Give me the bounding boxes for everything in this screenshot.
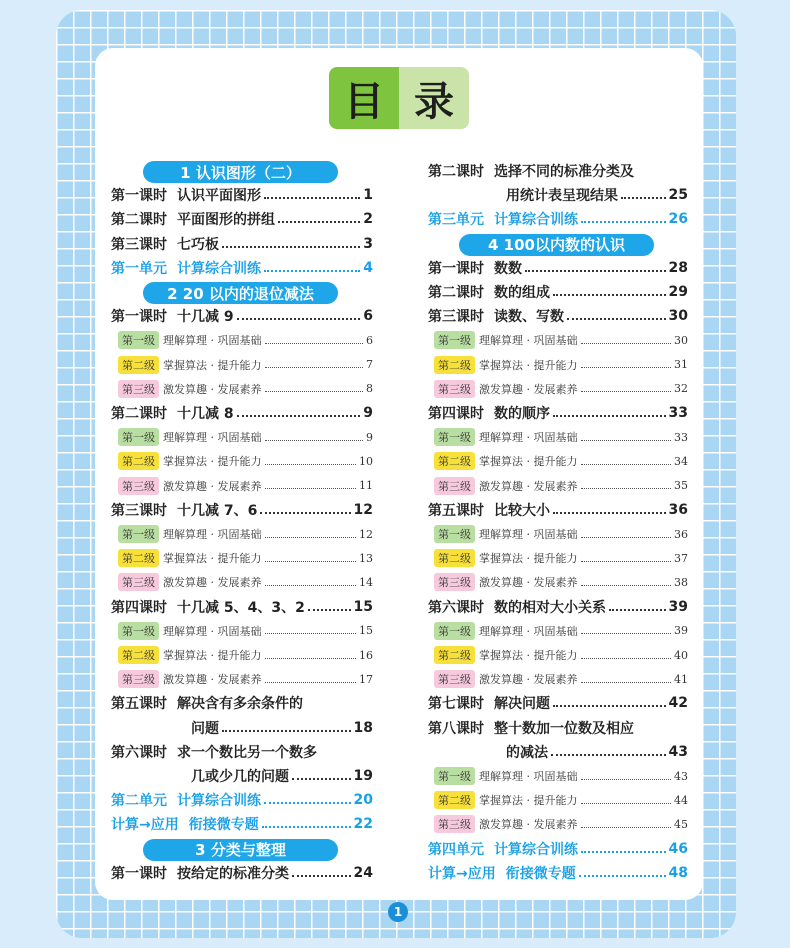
dot-leader [581,658,672,659]
entry-title: 整十数加一位数及相应 [494,720,634,737]
dot-leader [581,391,672,392]
entry-title: 计算综合训练 [494,212,578,229]
toc-entry[interactable] [111,862,373,884]
entry-title: 问题 [191,720,219,737]
subentry-title: 掌握算法 · 提升能力 [479,649,578,662]
level-badge: 第三级 [118,573,159,591]
lesson-label: 第四课时 [428,406,484,422]
level-badge: 第二级 [118,452,159,470]
dot-leader [265,440,364,441]
lesson-label: 第八课时 [428,720,484,737]
toc-entry-continued[interactable] [506,184,688,206]
page-ref: 14 [359,575,373,589]
entry-title: 计算综合训练 [494,841,578,858]
toc-entry[interactable] [111,305,373,327]
page-ref: 3 [363,235,373,252]
toc-entry-continued[interactable] [506,741,688,763]
toc-subentry[interactable] [118,572,373,592]
subentry-title: 激发算趣 · 发展素养 [479,818,578,832]
lesson-label: 第五课时 [428,502,484,519]
toc-subentry[interactable] [118,548,373,568]
page-ref: 31 [674,358,688,372]
page-ref: 36 [668,501,688,518]
lesson-label: 第七课时 [428,696,484,713]
dot-leader [265,585,357,586]
page-ref: 15 [359,624,373,638]
level-badge: 第三级 [434,573,475,591]
lesson-label: 第二课时 [428,285,484,301]
dot-leader [265,537,357,538]
page-number: 1 [388,902,408,922]
page-ref: 20 [353,792,373,809]
page-ref: 48 [668,864,688,881]
page-ref: 33 [674,430,688,444]
entry-title: 解决问题 [494,696,550,713]
toc-entry[interactable] [111,208,373,230]
section-banner: 4 100以内数的认识 [459,234,654,256]
dot-leader [292,875,351,877]
entry-title: 数的顺序 [494,406,550,422]
page-ref: 6 [366,333,373,347]
unit-training-entry[interactable] [111,813,373,835]
page-ref: 37 [674,551,688,565]
toc-subentry[interactable] [118,379,373,399]
toc-entry[interactable] [428,692,688,714]
dot-leader [264,197,360,199]
level-badge: 第一级 [118,525,159,543]
lesson-label: 第一课时 [111,309,167,326]
subentry-title: 激发算趣 · 发展素养 [479,479,578,493]
page-ref: 36 [674,527,688,541]
toc-subentry[interactable] [118,621,373,641]
subentry-title: 掌握算法 · 提升能力 [163,455,262,469]
subentry-title: 掌握算法 · 提升能力 [479,455,578,469]
page-ref: 25 [668,187,688,204]
toc-subentry[interactable] [434,669,688,689]
subentry-title: 激发算趣 · 发展素养 [479,576,578,590]
entry-title: 按给定的标准分类 [177,865,289,882]
page-ref: 17 [359,672,373,686]
entry-title: 解决含有多余条件的 [177,696,303,713]
toc-subentry[interactable] [434,766,688,786]
dot-leader [553,512,666,514]
section-banner: 3 分类与整理 [143,839,338,861]
lesson-label: 第二课时 [111,406,167,422]
level-badge: 第一级 [434,331,475,349]
level-badge: 第一级 [118,331,159,349]
dot-leader [525,270,666,272]
dot-leader [551,754,666,756]
toc-title [329,67,469,129]
subentry-title: 激发算趣 · 发展素养 [163,479,262,493]
page-ref: 40 [674,648,688,662]
level-badge: 第二级 [118,549,159,567]
toc-entry-continued[interactable] [191,717,373,739]
lesson-label: 第三课时 [428,309,484,326]
level-badge: 第三级 [434,380,475,398]
entry-title: 几或少几的问题 [191,769,289,785]
subentry-title: 激发算趣 · 发展素养 [163,576,262,590]
dot-leader [553,294,666,296]
page-ref: 16 [359,648,373,662]
dot-leader [265,633,357,634]
unit-training-entry[interactable] [428,208,688,230]
level-badge: 第二级 [118,356,159,374]
toc-subentry[interactable] [118,451,373,471]
toc-subentry[interactable] [434,645,688,665]
page-ref: 10 [359,454,373,468]
dot-leader [265,367,364,368]
toc-entry[interactable] [111,233,373,255]
page-ref: 19 [353,768,373,784]
level-badge: 第三级 [118,670,159,688]
dot-leader [609,609,666,611]
subentry-title: 激发算趣 · 发展素养 [479,382,578,396]
subentry-title: 理解算理 · 巩固基础 [479,624,578,638]
entry-title: 十几减 5、4、3、2 [177,599,305,616]
dot-leader [265,464,357,465]
lesson-label: 第六课时 [111,744,167,761]
page-ref: 9 [363,405,373,421]
subentry-title: 理解算理 · 巩固基础 [479,431,578,445]
level-badge: 第二级 [118,646,159,664]
dot-leader [581,488,672,489]
entry-title: 用统计表呈现结果 [506,188,618,205]
section-banner: 2 20 以内的退位减法 [143,282,338,304]
page-ref: 13 [359,551,373,565]
page-ref: 39 [668,598,688,615]
level-badge: 第一级 [434,622,475,640]
level-badge: 第一级 [434,767,475,785]
dot-leader [581,343,672,344]
lesson-label: 第三课时 [111,502,167,519]
toc-entry[interactable] [111,692,303,714]
level-badge: 第一级 [118,428,159,446]
page-ref: 11 [359,479,373,493]
dot-leader [265,391,364,392]
level-badge: 第二级 [434,356,475,374]
subentry-title: 掌握算法 · 提升能力 [479,552,578,566]
page-ref: 46 [668,840,688,857]
lesson-label: 第一课时 [428,260,484,277]
subentry-title: 理解算理 · 巩固基础 [163,624,262,638]
dot-leader [581,827,672,828]
toc-entry[interactable] [428,499,688,521]
entry-title: 十几减 8 [177,406,234,422]
level-badge: 第二级 [434,549,475,567]
page-ref: 4 [363,259,373,276]
page-ref: 30 [674,333,688,347]
subentry-title: 掌握算法 · 提升能力 [163,358,262,372]
page-ref: 39 [674,624,688,638]
dot-leader [262,826,351,828]
page-ref: 33 [668,405,688,421]
dot-leader [581,803,672,804]
unit-training-entry[interactable] [428,838,688,860]
toc-entry[interactable] [111,741,317,763]
toc-entry[interactable] [428,305,688,327]
toc-subentry[interactable] [118,524,373,544]
lesson-label: 计算→应用 [111,817,179,834]
toc-subentry[interactable] [434,427,688,447]
entry-title: 数数 [494,260,522,277]
dot-leader [581,779,672,780]
lesson-label: 第一课时 [111,865,167,882]
subentry-title: 理解算理 · 巩固基础 [163,431,262,445]
entry-title: 比较大小 [494,502,550,519]
lesson-label: 第四单元 [428,841,484,858]
lesson-label: 第二课时 [428,164,484,180]
page-ref: 43 [668,743,688,760]
dot-leader [264,802,351,804]
dot-leader [581,851,666,853]
dot-leader [581,585,672,586]
subentry-title: 激发算趣 · 发展素养 [163,382,262,396]
subentry-title: 掌握算法 · 提升能力 [479,358,578,372]
dot-leader [581,221,666,223]
page-ref: 6 [363,308,373,325]
entry-title: 十几减 9 [177,309,234,326]
page-ref: 7 [366,358,373,372]
entry-title: 读数、写数 [494,309,564,326]
toc-entry[interactable] [428,281,688,303]
entry-title: 数的相对大小关系 [494,599,606,616]
entry-title: 数的组成 [494,285,550,301]
dot-leader [553,705,666,707]
dot-leader [581,367,672,368]
toc-entry[interactable] [428,402,688,424]
section-banner: 1 认识图形（二） [143,161,338,183]
entry-title: 平面图形的拼组 [177,212,275,229]
page-ref: 43 [674,769,688,783]
entry-title: 衔接微专题 [188,817,259,834]
toc-entry[interactable] [111,402,373,424]
entry-title: 计算综合训练 [177,260,261,277]
level-badge: 第三级 [118,380,159,398]
page-ref: 12 [359,527,373,541]
level-badge: 第二级 [434,646,475,664]
page-ref: 2 [363,211,373,228]
dot-leader [581,537,672,538]
dot-leader [265,343,364,344]
entry-title: 认识平面图形 [177,188,261,205]
dot-leader [553,415,666,417]
toc-subentry[interactable] [434,572,688,592]
subentry-title: 理解算理 · 巩固基础 [163,528,262,541]
dot-leader [581,464,672,465]
subentry-title: 掌握算法 · 提升能力 [479,794,578,808]
dot-leader [308,609,351,611]
toc-subentry[interactable] [434,621,688,641]
dot-leader [278,221,360,223]
toc-subentry[interactable] [434,814,688,834]
dot-leader [237,415,361,417]
toc-entry[interactable] [428,257,688,279]
page-ref: 15 [353,598,373,615]
toc-subentry[interactable] [118,427,373,447]
subentry-title: 激发算趣 · 发展素养 [163,673,262,687]
unit-training-entry[interactable] [428,862,688,884]
page-ref: 32 [674,382,688,396]
dot-leader [579,875,666,877]
subentry-title: 理解算理 · 巩固基础 [479,770,578,783]
toc-subentry[interactable] [434,451,688,471]
toc-subentry[interactable] [434,330,688,350]
subentry-title: 理解算理 · 巩固基础 [479,334,578,348]
subentry-title: 激发算趣 · 发展素养 [479,673,578,687]
level-badge: 第三级 [118,477,159,495]
level-badge: 第三级 [434,477,475,495]
toc-subentry[interactable] [434,379,688,399]
entry-title: 衔接微专题 [505,865,576,882]
entry-title: 计算综合训练 [177,793,261,810]
dot-leader [264,270,360,272]
dot-leader [581,682,672,683]
level-badge: 第三级 [434,670,475,688]
title-part-2: 录 [399,67,469,129]
lesson-label: 第四课时 [111,599,167,616]
title-part-1: 目 [329,67,399,129]
page-ref: 28 [668,259,688,276]
page-ref: 29 [668,284,688,300]
toc-entry[interactable] [111,596,373,618]
dot-leader [265,658,357,659]
page-ref: 1 [363,187,373,204]
dot-leader [292,778,351,780]
toc-subentry[interactable] [434,790,688,810]
page-ref: 9 [366,430,373,444]
subentry-title: 掌握算法 · 提升能力 [163,649,262,662]
toc-subentry[interactable] [118,645,373,665]
entry-title: 选择不同的标准分类及 [494,164,634,180]
entry-title: 求一个数比另一个数多 [177,744,317,761]
toc-entry[interactable] [111,499,373,521]
page-ref: 30 [668,308,688,325]
lesson-label: 第三课时 [111,236,167,253]
toc-subentry[interactable] [118,330,373,350]
lesson-label: 第五课时 [111,696,167,713]
dot-leader [581,440,672,441]
dot-leader [567,318,666,320]
page-ref: 24 [353,864,373,881]
dot-leader [581,633,672,634]
page-ref: 34 [674,454,688,468]
toc-entry[interactable] [111,184,373,206]
unit-training-entry[interactable] [111,789,373,811]
subentry-title: 理解算理 · 巩固基础 [479,528,578,541]
lesson-label: 第三单元 [428,212,484,229]
toc-entry[interactable] [428,717,634,739]
dot-leader [621,197,666,199]
dot-leader [237,318,361,320]
page-ref: 41 [674,672,688,686]
toc-subentry[interactable] [434,476,688,496]
toc-subentry[interactable] [118,476,373,496]
entry-title: 七巧板 [177,236,219,253]
level-badge: 第一级 [118,622,159,640]
toc-subentry[interactable] [434,355,688,375]
entry-title: 的减法 [506,744,548,761]
level-badge: 第一级 [434,428,475,446]
dot-leader [260,512,350,514]
toc-subentry[interactable] [118,669,373,689]
toc-subentry[interactable] [118,355,373,375]
page-ref: 44 [674,793,688,807]
lesson-label: 第二单元 [111,793,167,810]
toc-entry[interactable] [428,596,688,618]
level-badge: 第二级 [434,791,475,809]
page-ref: 26 [668,211,688,228]
entry-title: 十几减 7、6 [177,502,258,519]
dot-leader [265,682,357,683]
level-badge: 第三级 [434,815,475,833]
unit-training-entry[interactable] [111,257,373,279]
dot-leader [265,561,357,562]
toc-subentry[interactable] [434,524,688,544]
toc-entry-continued[interactable] [191,765,373,787]
toc-entry[interactable] [428,160,634,182]
dot-leader [222,246,360,248]
page-ref: 8 [366,382,373,396]
dot-leader [581,561,672,562]
lesson-label: 第一单元 [111,260,167,277]
page-ref: 38 [674,575,688,589]
toc-subentry[interactable] [434,548,688,568]
page-ref: 42 [668,695,688,712]
lesson-label: 第六课时 [428,599,484,616]
subentry-title: 理解算理 · 巩固基础 [163,334,262,348]
page-ref: 22 [353,816,373,833]
dot-leader [222,730,351,732]
page-ref: 35 [674,479,688,493]
subentry-title: 掌握算法 · 提升能力 [163,552,262,566]
level-badge: 第二级 [434,452,475,470]
lesson-label: 第一课时 [111,188,167,205]
lesson-label: 计算→应用 [428,865,496,882]
dot-leader [265,488,357,489]
level-badge: 第一级 [434,525,475,543]
page-ref: 18 [353,719,373,736]
page-ref: 12 [353,501,373,518]
lesson-label: 第二课时 [111,212,167,229]
page-ref: 45 [674,817,688,831]
